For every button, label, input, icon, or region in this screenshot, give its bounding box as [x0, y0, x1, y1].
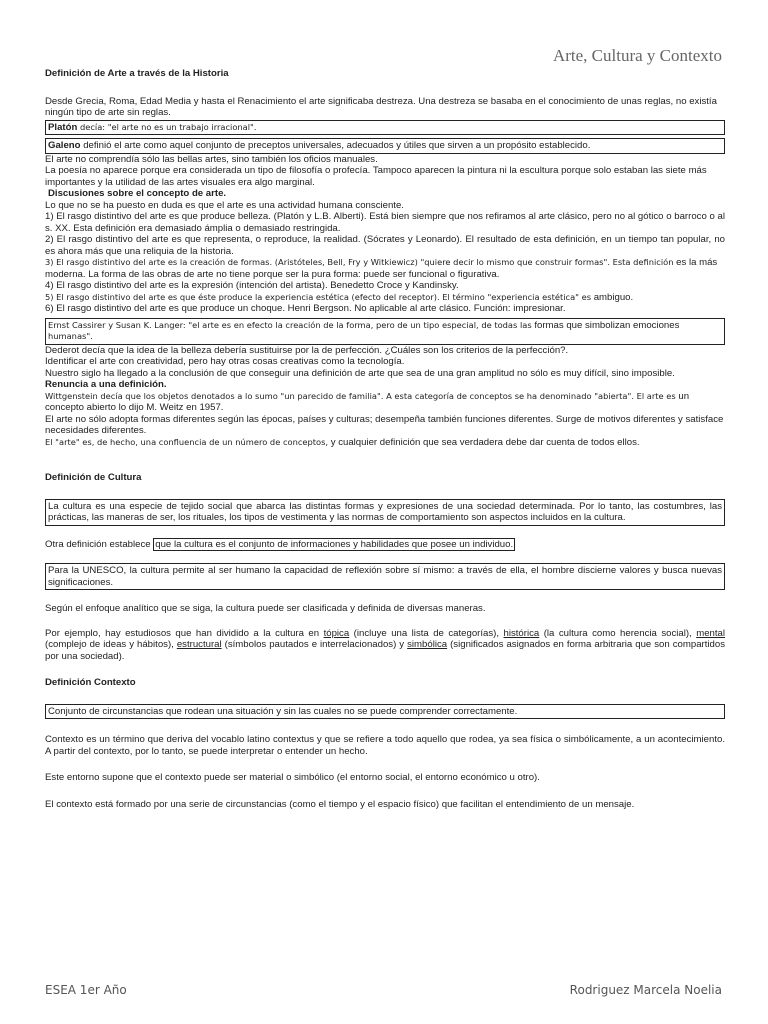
galeno-box: [45, 138, 725, 154]
arte-p2: La poesía no aparece porque era considerada un tipo de filosofía o profecía. Tampoco aparecen la pintura ni la escultura porque solo estaban las siete más importantes y la utilidad de las artes visuales era algo marginal.: [45, 165, 707, 188]
galeno-text: definió el arte como aquel conjunto de preceptos universales, adecuados y útiles que sirven a un propósito establecido.: [80, 140, 591, 151]
arte-p4: Dederot decía que la idea de la belleza debería sustituirse por la de perfección. ¿Cuáles son los criterios de la perfección?.: [45, 344, 569, 356]
arte-p7: El arte no sólo adopta formas diferentes según las épocas, países y culturas; desempeña también funciones diferentes. Surge de motivos diferentes y satisface necesidades diferentes.: [45, 413, 724, 436]
document-content: [45, 68, 725, 810]
contexto-p2: Este entorno supone que el contexto puede ser material o simbólico (el entorno social, el entorno económico u otro).: [45, 772, 540, 783]
witt-a: Wittgenstein decía que los objetos denotados a lo sumo "un parecido de familia". A esta categoría de conceptos se ha denominado "abierta". El arte es: [45, 390, 676, 401]
ej-topica: tópica: [323, 627, 350, 639]
ej-4: (complejo de ideas y hábitos),: [45, 639, 177, 650]
contexto-p3: El contexto está formado por una serie de circunstancias (como el tiempo y el espacio físico) que facilitan el entendimiento de un mensaje.: [45, 798, 635, 810]
ej-5: (símbolos pautados e interrelacionados) y: [221, 639, 408, 650]
renuncia-heading: Renuncia a una definición.: [45, 379, 167, 390]
page-header-title: Arte, Cultura y Contexto: [552, 46, 722, 65]
ej-3: (la cultura como herencia social),: [539, 627, 697, 639]
contexto-p1: Contexto es un término que deriva del vocablo latino contextus y que se refiere a todo aquello que rodea, ya sea física o simbólicamente, a un acontecimiento. A partir del contexto, por lo tanto, se puede interpretar o entender un hecho.: [45, 734, 725, 757]
cassirer-a: Ernst Cassirer y Susan K. Langer: "el arte es en efecto la creación de la forma, pero de un tipo especial, de todas las: [48, 319, 532, 330]
unesco-box: Para la UNESCO, la cultura permite al ser humano la capacidad de reflexión sobre sí mismo: a través de ella, el hombre discierne valores y busca nuevas significaciones.: [45, 563, 725, 590]
ej-2: (incluye una lista de categorías),: [349, 627, 504, 639]
cassirer-box: [45, 318, 725, 345]
ej-estructural: estructural: [176, 639, 222, 650]
cassirer-c: humanas".: [48, 331, 93, 341]
witt-b: un concepto abierto lo dijo M. Weitz en 1957.: [45, 390, 690, 413]
platon-box: [45, 120, 725, 136]
rasgo-3-b: es la más moderna. La forma de las obras de arte no tiene porque ser la pura forma: puede ser funcional o figurativa.: [45, 257, 718, 280]
rasgo-2: 2) El rasgo distintivo del arte es que representa, o reproduce, la realidad. (Sócrates y Leonardo). El resultado de esta definición, en un tiempo tan popular, no es ahora más que una reliquia de la historia.: [45, 234, 725, 257]
contexto-heading: Definición Contexto: [45, 677, 136, 688]
ej-simbolica: simbólica: [407, 639, 448, 650]
ej-1: Por ejemplo, hay estudiosos que han dividido a la cultura en: [45, 627, 324, 639]
rasgo-5-a: 5) El rasgo distintivo del arte es que éste produce la experiencia estética (efecto del receptor). El término "experiencia estética" es: [45, 291, 592, 302]
arte-p3: Lo que no se ha puesto en duda es que el arte es una actividad humana consciente.: [45, 199, 404, 211]
ej-mental: mental: [696, 627, 725, 639]
arte-intro: Desde Grecia, Roma, Edad Media y hasta el Renacimiento el arte significaba destreza. Una destreza se basaba en el conocimiento de unas reglas, no existía ningún tipo de arte sin reglas.: [45, 95, 717, 118]
rasgo-3-a: 3) El rasgo distintivo del arte es la creación de formas. (Aristóteles, Bell, Fry y Witkiewicz) "quiere decir lo mismo que construir formas". Esta definición: [45, 257, 674, 267]
arte-p5: Identificar el arte con creatividad, pero hay otras cosas creativas como la tecnología.: [45, 356, 405, 367]
footer-author: Rodriguez Marcela Noelia: [569, 983, 722, 997]
cultura-heading: Definición de Cultura: [45, 472, 142, 483]
arte-heading: Definición de Arte a través de la Historia: [45, 68, 229, 79]
cultura-box: La cultura es una especie de tejido social que abarca las distintas formas y expresiones de una sociedad determinada. Por lo tanto, las costumbres, las prácticas, las maneras de ser, los rituales, los tipos de vestimenta y las normas de comportamiento son aspectos incluidos en la cultura.: [45, 499, 725, 526]
contexto-box: Conjunto de circunstancias que rodean una situación y sin las cuales no se puede comprender correctamente.: [45, 704, 725, 720]
rasgo-1: 1) El rasgo distintivo del arte es que produce belleza. (Platón y L.B. Alberti). Está bien siempre que nos refiramos al arte clásico, pero no al gótico o barroco o al s. XX. Esta definición era demasiado ámplia o demasiado restringida.: [45, 211, 725, 234]
enfoque-text: Según el enfoque analítico que se siga, la cultura puede ser clasificada y definida de diversas maneras.: [45, 603, 486, 614]
galeno-name: Galeno: [48, 140, 81, 151]
cassirer-b: formas que simbolizan emociones: [531, 319, 680, 331]
arte-p8-b: y cualquier definición que sea verdadera debe dar cuenta de todos ellos.: [328, 436, 640, 448]
ej-6: (significados asignados en forma arbitraria que son compartidos por una sociedad).: [45, 639, 725, 662]
ej-historica: histórica: [503, 627, 540, 639]
discusiones-heading: Discusiones sobre el concepto de arte.: [48, 188, 227, 199]
rasgo-6: 6) El rasgo distintivo del arte es que produce un choque. Henri Bergson. No aplicable al arte clásico. Función: impresionar.: [45, 303, 566, 314]
arte-p8-a: El "arte" es, de hecho, una confluencia de un número de conceptos,: [45, 436, 329, 447]
rasgo-5-b: ambiguo.: [591, 291, 634, 303]
otra-definicion-a: Otra definición establece: [45, 538, 154, 550]
ejemplo-text: [45, 628, 725, 663]
arte-p6: Nuestro siglo ha llegado a la conclusión de que conseguir una definición de arte que sea de una gran amplitud no sólo es muy difícil, sino imposible.: [45, 367, 675, 379]
otra-definicion-b: que la cultura es el conjunto de informaciones y habilidades que posee un individuo.: [155, 538, 514, 550]
arte-p1: El arte no comprendía sólo las bellas artes, sino también los oficios manuales.: [45, 153, 378, 165]
rasgo-4: 4) El rasgo distintivo del arte es la expresión (intención del artista). Benedetto Croce y Kandinsky.: [45, 280, 459, 291]
footer-course: ESEA 1er Año: [45, 983, 127, 997]
platon-text: decía: "el arte no es un trabajo irracional".: [77, 121, 257, 132]
platon-name: Platón: [48, 121, 78, 133]
